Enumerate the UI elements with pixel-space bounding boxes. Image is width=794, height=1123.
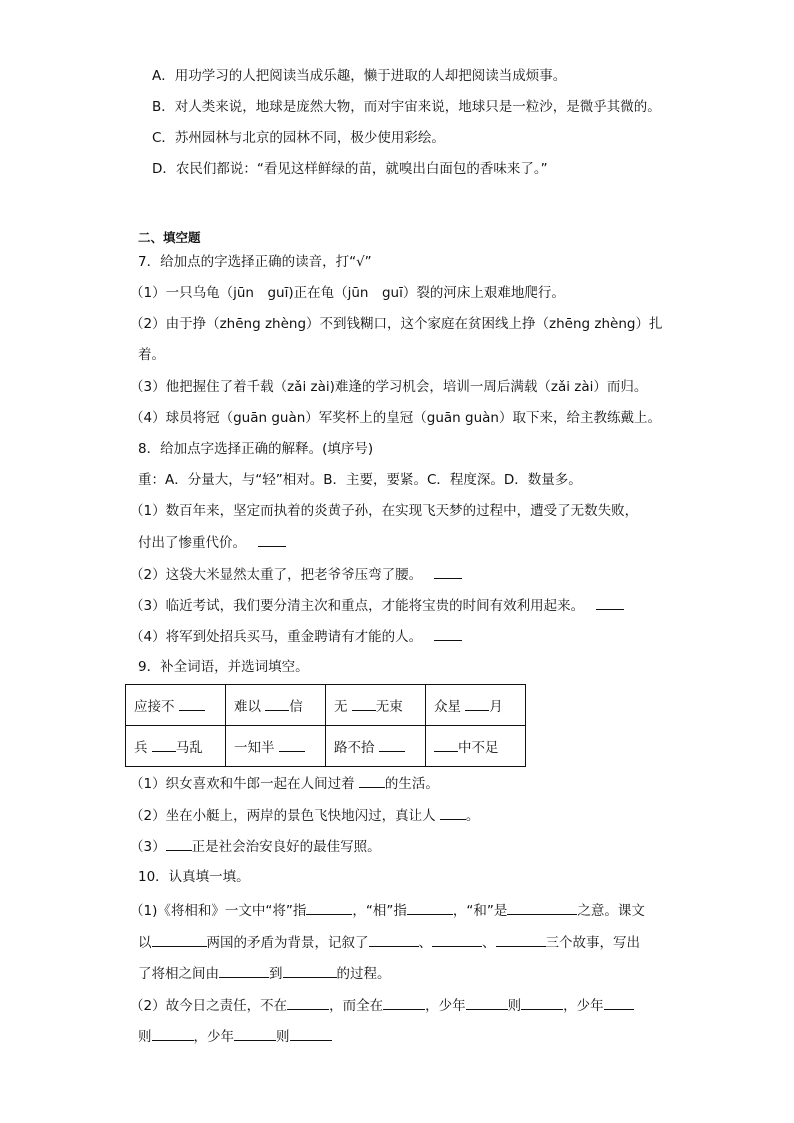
q10-line-4: （2）故今日之责任，不在 ，而全在 ，少年 则 ，少年: [130, 995, 634, 1016]
q7-item-2: （2）由于挣（zhēng zhèng）不到钱糊口，这个家庭在贫困线上挣（zhēng zhèng）扎: [130, 316, 663, 332]
answer-blank[interactable]: [507, 900, 577, 915]
q7-stem: 7．给加点的字选择正确的读音，打“√”: [138, 254, 372, 270]
answer-blank[interactable]: [283, 963, 337, 978]
answer-blank[interactable]: [152, 737, 176, 752]
q8-item-3: （3）临近考试，我们要分清主次和重点，才能将宝贵的时间有效利用起来。: [130, 595, 624, 616]
answer-blank[interactable]: [596, 595, 624, 610]
q6-option-c: C．苏州园林与北京的园林不同，极少使用彩绘。: [152, 130, 445, 146]
answer-blank[interactable]: [521, 995, 563, 1010]
answer-blank[interactable]: [290, 1026, 332, 1041]
q9-item-2: （2）坐在小艇上，两岸的景色飞快地闪过，真让人 。: [130, 805, 479, 826]
q10-line-1: （1)《将相和》一文中“将”指 ，“相”指 ，“和”是 之意。课文: [130, 900, 645, 921]
q10-line-2: 以 两国的矛盾为背景，记叙了 、 、 三个故事，写出: [138, 932, 640, 953]
answer-blank[interactable]: [465, 696, 489, 711]
answer-blank[interactable]: [407, 900, 453, 915]
answer-blank[interactable]: [219, 963, 269, 978]
q9-item-1: （1）织女喜欢和牛郎一起在人间过着 的生活。: [130, 773, 439, 794]
table-row: [126, 685, 526, 726]
table-cell: 兵 马乱: [126, 726, 226, 767]
section-title: 二、填空题: [138, 230, 201, 245]
table-cell: 一知半: [226, 726, 326, 767]
table-cell: 中不足: [426, 726, 526, 767]
q8-definitions: 重：A．分量大，与“轻”相对。B．主要，要紧。C．程度深。D．数量多。: [138, 472, 582, 488]
answer-blank[interactable]: [383, 995, 425, 1010]
answer-blank[interactable]: [604, 995, 634, 1010]
q7-item-4: （4）球员将冠（guān guàn）军奖杯上的皇冠（guān guàn）取下来，给主教练戴上。: [130, 410, 661, 426]
idiom-table: [125, 684, 526, 767]
answer-blank[interactable]: [152, 932, 207, 947]
answer-blank[interactable]: [279, 737, 305, 752]
answer-blank[interactable]: [166, 836, 192, 851]
answer-blank[interactable]: [432, 932, 482, 947]
q10-line-3: 了将相之间由 到 的过程。: [138, 963, 391, 984]
answer-blank[interactable]: [234, 1026, 276, 1041]
table-row: [126, 726, 526, 767]
answer-blank[interactable]: [359, 773, 385, 788]
answer-blank[interactable]: [379, 737, 405, 752]
q10-line-5: 则 ，少年 则: [138, 1026, 332, 1047]
table-cell: 无 无束: [326, 685, 426, 726]
q8-item-4: （4）将军到处招兵买马，重金聘请有才能的人。: [130, 626, 462, 647]
answer-blank[interactable]: [179, 696, 205, 711]
q9-stem: 9．补全词语，并选词填空。: [138, 659, 309, 675]
q6-option-b: B．对人类来说，地球是庞然大物，而对宇宙来说，地球只是一粒沙，是微乎其微的。: [152, 99, 661, 115]
answer-blank[interactable]: [352, 696, 376, 711]
q6-option-d: D．农民们都说：“看见这样鲜绿的苗，就嗅出白面包的香味来了。”: [152, 161, 548, 177]
answer-blank[interactable]: [152, 1026, 194, 1041]
q7-item-1: （1）一只乌龟（jūn guī)正在龟（jūn guī）裂的河床上艰难地爬行。: [130, 285, 565, 301]
q8-stem: 8．给加点字选择正确的解释。(填序号): [138, 441, 374, 457]
answer-blank[interactable]: [466, 995, 508, 1010]
table-cell: 众星 月: [426, 685, 526, 726]
q7-item-3: （3）他把握住了着千载（zǎi zài)难逢的学习机会，培训一周后满载（zǎi zài）而归。: [130, 379, 648, 395]
answer-blank[interactable]: [496, 932, 546, 947]
answer-blank[interactable]: [434, 626, 462, 641]
q10-stem: 10．认真填一填。: [138, 869, 250, 885]
answer-blank[interactable]: [306, 900, 352, 915]
answer-blank[interactable]: [434, 737, 458, 752]
q8-item-1-cont: 付出了惨重代价。: [138, 532, 286, 553]
q9-item-3: （3） 正是社会治安良好的最佳写照。: [130, 836, 381, 857]
answer-blank[interactable]: [440, 805, 466, 820]
q8-item-2: （2）这袋大米显然太重了，把老爷爷压弯了腰。: [130, 564, 462, 585]
answer-blank[interactable]: [258, 532, 286, 547]
answer-blank[interactable]: [265, 696, 289, 711]
answer-blank[interactable]: [287, 995, 329, 1010]
answer-blank[interactable]: [369, 932, 419, 947]
table-cell: 难以 信: [226, 685, 326, 726]
table-cell: 路不拾: [326, 726, 426, 767]
q6-option-a: A．用功学习的人把阅读当成乐趣，懒于进取的人却把阅读当成烦事。: [152, 68, 567, 84]
q8-item-1: （1）数百年来，坚定而执着的炎黄子孙，在实现飞天梦的过程中，遭受了无数失败，: [130, 503, 639, 519]
table-cell: 应接不: [126, 685, 226, 726]
answer-blank[interactable]: [434, 564, 462, 579]
q7-item-2-cont: 着。: [138, 347, 165, 363]
